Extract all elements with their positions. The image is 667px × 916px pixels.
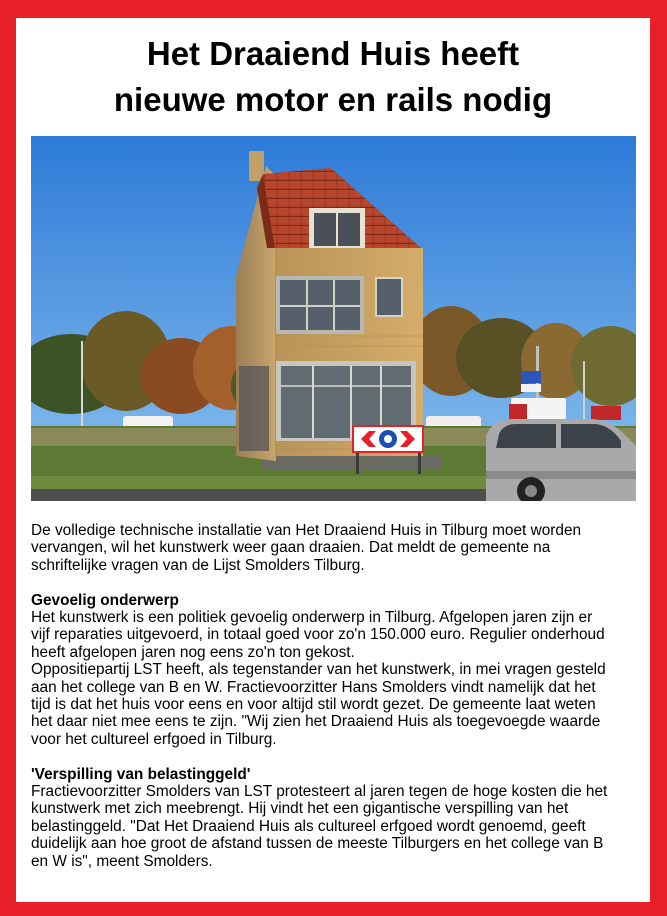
section-line: aan het college van B en W. Fractievoorzitter Hans Smolders vindt namelijk dat het [31, 678, 596, 696]
parked-car [486, 419, 636, 501]
section-heading: 'Verspilling van belastinggeld' [31, 765, 251, 783]
house-photo [31, 136, 636, 501]
article-page [16, 18, 650, 902]
section-line: het daar niet mee eens te zijn. "Wij zien het Draaiend Huis als toegevoegde waarde [31, 713, 601, 731]
section-line: heeft afgelopen jaren nog eens zo'n ton gekost. [31, 643, 355, 661]
section-line: Fractievoorzitter Smolders van LST protesteert al jaren tegen de hoge kosten die het [31, 783, 608, 801]
section-line: Het kunstwerk is een politiek gevoelig onderwerp in Tilburg. Afgelopen jaren zijn er [31, 609, 593, 627]
section-line: belastinggeld. "Dat Het Draaiend Huis als cultureel erfgoed wordt genoemd, geeft [31, 817, 586, 835]
headline-line-2: nieuwe motor en rails nodig [113, 81, 553, 118]
section-line: voor het cultureel erfgoed in Tilburg. [31, 730, 277, 748]
section-line: tijd is dat het huis voor eens en voor altijd stil wordt gezet. De gemeente laat weten [31, 696, 596, 714]
section-heading: Gevoelig onderwerp [31, 591, 179, 609]
section-line: en W is", meent Smolders. [31, 852, 213, 870]
article-headline [16, 31, 650, 123]
intro-line: De volledige technische installatie van Het Draaiend Huis in Tilburg moet worden [31, 522, 582, 539]
section-line: duidelijk aan hoe groot de afstand tussen de meeste Tilburgers en het college van B [31, 835, 604, 853]
section-line: kunstwerk met zich meebrengt. Hij vindt het een gigantische verspilling van het [31, 800, 569, 818]
platform [261, 456, 441, 470]
section-line: vijf reparaties uitgevoerd, in totaal goed voor zo'n 150.000 euro. Regulier onderhoud [31, 626, 605, 644]
paragraph-gap [31, 748, 641, 765]
intro-line: schriftelijke vragen van de Lijst Smolders Tilburg. [31, 556, 365, 574]
intro-line: vervangen, wil het kunstwerk weer gaan draaien. Dat meldt de gemeente na [31, 539, 551, 557]
section-line: Oppositiepartij LST heeft, als tegenstander van het kunstwerk, in mei vragen gesteld [31, 661, 606, 679]
paragraph-gap [31, 574, 641, 591]
article-body [31, 522, 641, 870]
headline-line-1: Het Draaiend Huis heeft [146, 35, 520, 72]
